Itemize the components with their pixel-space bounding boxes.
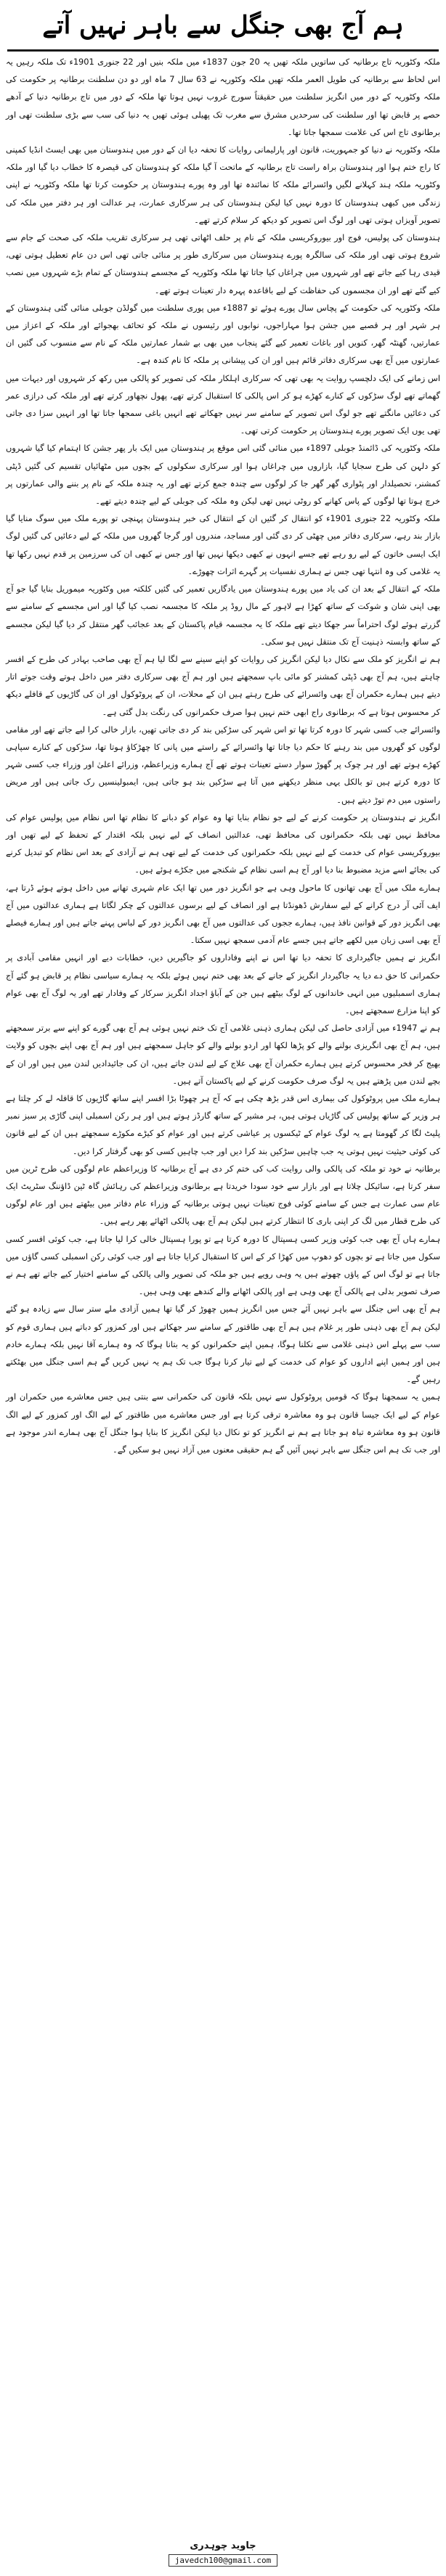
article-paragraph: ملکہ وکٹوریہ 22 جنوری 1901ء کو انتقال کر گئیں ان کے انتقال کی خبر ہندوستان پہنچی تو پورے ملک میں سوگ منایا گیا بازار بند رہے، سرکاری دفاتر میں چھٹی کر دی گئی اور مساجد، مندروں اور گرجا گھروں میں ملکہ کے لیے دعائیں کی گئیں لوگ ایک ایسی خاتون کے لیے رو رہے تھے جسے انہوں نے کبھی دیکھا نہیں تھا اور جس نے کبھی ان کی سرزمین پر قدم نہیں رکھا تھا یہ غلامی کی وہ انتہا تھی جس نے ہماری نفسیات پر گہرے اثرات چھوڑے۔	[6, 513, 440, 576]
article-paragraph: ملکہ وکٹوریہ کی ڈائمنڈ جوبلی 1897ء میں منائی گئی اس موقع پر ہندوستان میں ایک بار پھر جشن کا اہتمام کیا گیا شہروں کو دلہن کی طرح سجایا گیا، بازاروں میں چراغاں ہوا اور سرکاری سکولوں کے بچوں میں مٹھائیاں تقسیم کی گئیں ڈپٹی کمشنر، تحصیلدار اور پٹواری گھر گھر جا کر لوگوں سے چندہ جمع کرتے تھے اور یہ چندہ ملکہ کے نام پر بننے والی عمارتوں پر خرچ ہوتا تھا لوگوں کے پاس کھانے کو روٹی نہیں تھی لیکن وہ ملکہ کی جوبلی کے لیے چندہ دیتے تھے۔	[6, 443, 441, 507]
author-name: جاوید چوہدری	[190, 2540, 256, 2551]
article-body	[4, 53, 442, 2534]
author-email[interactable]: javedch100@gmail.com	[169, 2554, 277, 2567]
article-paragraph: ملکہ وکٹوریہ نے دنیا کو جمہوریت، قانون اور پارلیمانی روایات کا تحفہ دیا ان کے دور میں ہندوستان میں بھی ایسٹ انڈیا کمپنی کا راج ختم ہوا اور ہندوستان براہ راست تاج برطانیہ کے ماتحت آ گیا ملکہ کو ہندوستان کی قیصرہ کا خطاب دیا گیا اور ملکہ وکٹوریہ ملکہ ہند کہلانے لگیں وائسرائے ملکہ کا نمائندہ تھا اور وہ پورے ہندوستان پر حکومت کرتا تھا ملکہ وکٹوریہ نے اپنی زندگی میں کبھی ہندوستان کا دورہ نہیں کیا لیکن ہندوستان کی ہر سرکاری عمارت، ہر عدالت اور ہر دفتر میں ملکہ کی تصویر آویزاں ہوتی تھی اور لوگ اس تصویر کو دیکھ کر سلام کرتے تھے۔	[6, 144, 440, 225]
article-paragraph: ہندوستان کی پولیس، فوج اور بیوروکریسی ملکہ کے نام پر حلف اٹھاتی تھی ہر سرکاری تقریب ملکہ کی صحت کے جام سے شروع ہوتی تھی اور ملکہ کی سالگرہ پورے ہندوستان میں سرکاری طور پر منائی جاتی تھی اس دن عام تعطیل ہوتی تھی، قیدی رہا کیے جاتے تھے اور شہروں میں چراغاں کیا جاتا تھا ملکہ وکٹوریہ کے مجسمے ہندوستان کے تمام بڑے شہروں میں نصب کیے گئے تھے اور ان مجسموں کی حفاظت کے لیے باقاعدہ پہرہ دار تعینات ہوتے تھے۔	[6, 232, 440, 295]
article-paragraph: اس زمانے کی ایک دلچسپ روایت یہ بھی تھی کہ سرکاری اہلکار ملکہ کی تصویر کو پالکی میں رکھ کر شہروں اور دیہات میں گھماتے تھے لوگ سڑکوں کے کنارے کھڑے ہو کر اس پالکی کا استقبال کرتے تھے، پھول نچھاور کرتے تھے اور ملکہ کی درازی عمر کی دعائیں مانگتے تھے جو لوگ اس تصویر کے سامنے سر نہیں جھکاتے تھے انہیں باغی سمجھا جاتا تھا اور انہیں سزا دی جاتی تھی یوں ایک تصویر پورے ہندوستان پر حکومت کرتی تھی۔	[6, 372, 440, 436]
article-paragraph: ہمارے ملک میں پروٹوکول کی بیماری اس قدر بڑھ چکی ہے کہ آج ہر چھوٹا بڑا افسر اپنے ساتھ گاڑیوں کا قافلہ لے کر چلتا ہے ہر وزیر کے ساتھ پولیس کی گاڑیاں ہوتی ہیں، ہر مشیر کے ساتھ گارڈز ہوتے ہیں اور ہر رکن اسمبلی اپنی گاڑی پر سبز نمبر پلیٹ لگا کر گھومتا ہے یہ لوگ عوام کے ٹیکسوں پر عیاشی کرتے ہیں اور عوام کو کیڑے مکوڑے سمجھتے ہیں ان کے لیے قانون کی کوئی حیثیت نہیں ہوتی یہ جب چاہیں سڑکیں بند کرا دیں اور جب چاہیں کسی کو بھی گرفتار کرا دیں۔	[6, 1092, 440, 1156]
article-paragraph: ملکہ کے انتقال کے بعد ان کی یاد میں پورے ہندوستان میں یادگاریں تعمیر کی گئیں کلکتہ میں وکٹوریہ میموریل بنایا گیا جو آج بھی اپنی شان و شوکت کے ساتھ کھڑا ہے لاہور کے مال روڈ پر ملکہ کا مجسمہ نصب کیا گیا اور اس مجسمے کے سامنے سے گزرتے ہوئے لوگ احتراماً سر جھکا دیتے تھے ملکہ کا یہ مجسمہ قیام پاکستان کے بعد عجائب گھر منتقل کر دیا گیا لیکن مجسمے کے ساتھ وابستہ ذہنیت آج تک منتقل نہیں ہو سکی۔	[6, 584, 440, 647]
article-headline: ہم آج بھی جنگل سے باہر نہیں آتے	[42, 10, 404, 40]
headline-divider	[7, 49, 439, 52]
article-paragraph: برطانیہ نے خود تو ملکہ کی پالکی والی روایت کب کی ختم کر دی ہے آج برطانیہ کا وزیراعظم عام لوگوں کی طرح ٹرین میں سفر کرتا ہے، سائیکل چلاتا ہے اور بازار سے خود سودا خریدتا ہے برطانوی وزیراعظم کی رہائش گاہ ٹین ڈاؤننگ سٹریٹ ایک عام سی عمارت ہے جس کے سامنے کوئی فوج تعینات نہیں ہوتی برطانیہ کے وزراء عام دفاتر میں بیٹھتے ہیں اور عام لوگوں کی طرح قطار میں لگ کر اپنی باری کا انتظار کرتے ہیں لیکن ہم آج بھی پالکی اٹھائے پھر رہے ہیں۔	[6, 1163, 440, 1227]
article-paragraph: ملکہ وکٹوریہ کی حکومت کے پچاس سال پورے ہوئے تو 1887ء میں پوری سلطنت میں گولڈن جوبلی منائی گئی ہندوستان کے ہر شہر اور ہر قصبے میں جشن ہوا مہاراجوں، نوابوں اور رئیسوں نے ملکہ کو تحائف بھجوائے اور ملکہ کے اعزاز میں عمارتیں، گھنٹہ گھر، کنویں اور باغات تعمیر کیے گئے پنجاب میں بھی بے شمار عمارتیں ملکہ کے نام سے منسوب کی گئیں ان عمارتوں میں آج بھی سرکاری دفاتر قائم ہیں اور ان کی پیشانی پر ملکہ کا نام کندہ ہے۔	[6, 302, 440, 366]
article-paragraph: ہم نے انگریز کو ملک سے نکال دیا لیکن انگریز کی روایات کو اپنے سینے سے لگا لیا ہم آج بھی صاحب بہادر کی طرح کے افسر چاہتے ہیں، ہم آج بھی ڈپٹی کمشنر کو مائی باپ سمجھتے ہیں اور ہم آج بھی سرکاری دفتر میں داخل ہوتے وقت جوتے اتار دیتے ہیں ہمارے حکمران آج بھی وائسرائے کی طرح رہتے ہیں ان کے محلات، ان کے پروٹوکول اور ان کی گاڑیوں کے قافلے دیکھ کر محسوس ہوتا ہے کہ برطانوی راج ابھی ختم نہیں ہوا صرف حکمرانوں کی رنگت بدل گئی ہے۔	[6, 653, 440, 717]
article-paragraph: ہم آج بھی اس جنگل سے باہر نہیں آئے جس میں انگریز ہمیں چھوڑ کر گیا تھا ہمیں آزادی ملے ستر سال سے زیادہ ہو گئے لیکن ہم آج بھی ذہنی طور پر غلام ہیں ہم آج بھی طاقتور کے سامنے سر جھکاتے ہیں اور کمزور کو دباتے ہیں ہماری قوم کو سب سے پہلے اس ذہنی غلامی سے نکلنا ہوگا، ہمیں اپنے حکمرانوں کو یہ بتانا ہوگا کہ وہ ہمارے آقا نہیں بلکہ ہمارے خادم ہیں اور ہمیں اپنے اداروں کو عوام کی خدمت کے لیے تیار کرنا ہوگا جب تک ہم یہ نہیں کریں گے ہم اسی جنگل میں بھٹکتے رہیں گے۔	[6, 1304, 440, 1385]
article-paragraph: ہمارے ملک میں آج بھی تھانوں کا ماحول وہی ہے جو انگریز دور میں تھا ایک عام شہری تھانے میں داخل ہوتے ہوئے ڈرتا ہے، ایف آئی آر درج کرانے کے لیے سفارش ڈھونڈتا ہے اور انصاف کے لیے برسوں عدالتوں کے چکر لگاتا ہے ہماری عدالتوں میں آج بھی انگریز دور کے قوانین نافذ ہیں، ہمارے ججوں کی عدالتوں میں آج بھی انگریز دور کے لباس پہنے جاتے ہیں اور ہمارے فیصلے آج بھی اسی زبان میں لکھے جاتے ہیں جسے عام آدمی سمجھ نہیں سکتا۔	[6, 882, 440, 946]
article-paragraph: ہمیں یہ سمجھنا ہوگا کہ قومیں پروٹوکول سے نہیں بلکہ قانون کی حکمرانی سے بنتی ہیں جس معاشرے میں حکمران اور عوام کے لیے ایک جیسا قانون ہو وہ معاشرہ ترقی کرتا ہے اور جس معاشرے میں طاقتور کے لیے الگ اور کمزور کے لیے الگ قانون ہو وہ معاشرہ تباہ ہو جاتا ہے ہم نے انگریز کو تو نکال دیا لیکن انگریز کا بنایا ہوا جنگل آج بھی ہمارے اندر موجود ہے اور جب تک ہم اس جنگل سے باہر نہیں آئیں گے ہم حقیقی معنوں میں آزاد نہیں ہو سکیں گے۔	[6, 1391, 440, 1455]
article-paragraph: ہم نے 1947ء میں آزادی حاصل کی لیکن ہماری ذہنی غلامی آج تک ختم نہیں ہوئی ہم آج بھی گورے کو اپنے سے برتر سمجھتے ہیں، ہم آج بھی انگریزی بولنے والے کو پڑھا لکھا اور اردو بولنے والے کو جاہل سمجھتے ہیں اور ہم آج بھی اپنے بچوں کو ولایت بھیج کر فخر محسوس کرتے ہیں ہمارے حکمران آج بھی علاج کے لیے لندن جاتے ہیں، ان کی جائیدادیں لندن میں ہیں اور ان کے بچے لندن میں پڑھتے ہیں یہ لوگ صرف حکومت کرنے کے لیے پاکستان آتے ہیں۔	[6, 1023, 440, 1086]
article-paragraph: ملکہ وکٹوریہ تاج برطانیہ کی ساتویں ملکہ تھیں یہ 20 جون 1837ء میں ملکہ بنیں اور 22 جنوری 1901ء تک ملکہ رہیں یہ اس لحاظ سے برطانیہ کی طویل العمر ملکہ تھیں ملکہ وکٹوریہ نے 63 سال 7 ماہ اور دو دن سلطنت برطانیہ پر حکومت کی ملکہ وکٹوریہ کے دور میں انگریز سلطنت میں حقیقتاً سورج غروب نہیں ہوتا تھا ملکہ کے دور میں تاج برطانیہ دنیا کے آدھے حصے پر قابض تھا اور سلطنت کی سرحدیں مشرق سے مغرب تک پھیلی ہوئی تھیں یہ دنیا کی سب سے بڑی سلطنت تھی اور برطانوی تاج اس کی علامت سمجھا جاتا تھا۔	[6, 57, 440, 137]
article-paragraph: انگریز نے ہندوستان پر حکومت کرنے کے لیے جو نظام بنایا تھا وہ عوام کو دبانے کا نظام تھا اس نظام میں پولیس عوام کی محافظ نہیں تھی بلکہ حکمرانوں کی محافظ تھی، عدالتیں انصاف کے لیے نہیں بلکہ اقتدار کے تحفظ کے لیے تھیں اور بیوروکریسی عوام کی خدمت کے لیے نہیں بلکہ حکمرانوں کی خدمت کے لیے تھی ہم نے آزادی کے بعد اس نظام کو تبدیل کرنے کی بجائے اسے مزید مضبوط بنا دیا اور آج ہم اسی نظام کے شکنجے میں جکڑے ہوئے ہیں۔	[6, 811, 440, 875]
article-paragraph: انگریز نے ہمیں جاگیرداری کا تحفہ دیا تھا اس نے اپنے وفاداروں کو جاگیریں دیں، خطابات دیے اور انہیں مقامی آبادی پر حکمرانی کا حق دے دیا یہ جاگیردار انگریز کے جانے کے بعد بھی ختم نہیں ہوئے بلکہ یہ ہمارے سیاسی نظام پر قابض ہو گئے آج ہماری اسمبلیوں میں انہی خاندانوں کے لوگ بیٹھے ہیں جن کے آباؤ اجداد انگریز سرکار کے وفادار تھے اور یہ لوگ آج بھی عوام کو اپنا مزارع سمجھتے ہیں۔	[6, 952, 440, 1015]
article-paragraph: وائسرائے جب کسی شہر کا دورہ کرتا تھا تو اس شہر کی سڑکیں بند کر دی جاتی تھیں، بازار خالی کرا لیے جاتے تھے اور مقامی لوگوں کو گھروں میں بند رہنے کا حکم دیا جاتا تھا وائسرائے کے راستے میں پانی کا چھڑکاؤ ہوتا تھا، سڑکوں کے کنارے سپاہی کھڑے ہوتے تھے اور ہر چوک پر گھوڑ سوار دستے تعینات ہوتے تھے آج ہمارے وزیراعظم، وزرائے اعلیٰ اور وزراء جب کسی شہر کا دورہ کرتے ہیں تو بالکل یہی منظر دیکھنے میں آتا ہے سڑکیں بند ہو جاتی ہیں، ایمبولینسیں رک جاتی ہیں اور مریض راستوں میں دم توڑ دیتے ہیں۔	[6, 724, 440, 805]
author-signature	[0, 2540, 446, 2572]
article-paragraph: ہمارے ہاں آج بھی جب کوئی وزیر کسی ہسپتال کا دورہ کرتا ہے تو پورا ہسپتال خالی کرا لیا جاتا ہے، جب کوئی افسر کسی سکول میں جاتا ہے تو بچوں کو دھوپ میں کھڑا کر کے اس کا استقبال کرایا جاتا ہے اور جب کوئی رکن اسمبلی کسی گاؤں میں جاتا ہے تو لوگ اس کے پاؤں چھوتے ہیں یہ وہی رویے ہیں جو ملکہ کی تصویر والی پالکی کے سامنے اختیار کیے جاتے تھے ہم نے صرف تصویر بدلی ہے پالکی آج بھی وہی ہے اور پالکی اٹھانے والے کندھے بھی وہی ہیں۔	[6, 1233, 440, 1297]
